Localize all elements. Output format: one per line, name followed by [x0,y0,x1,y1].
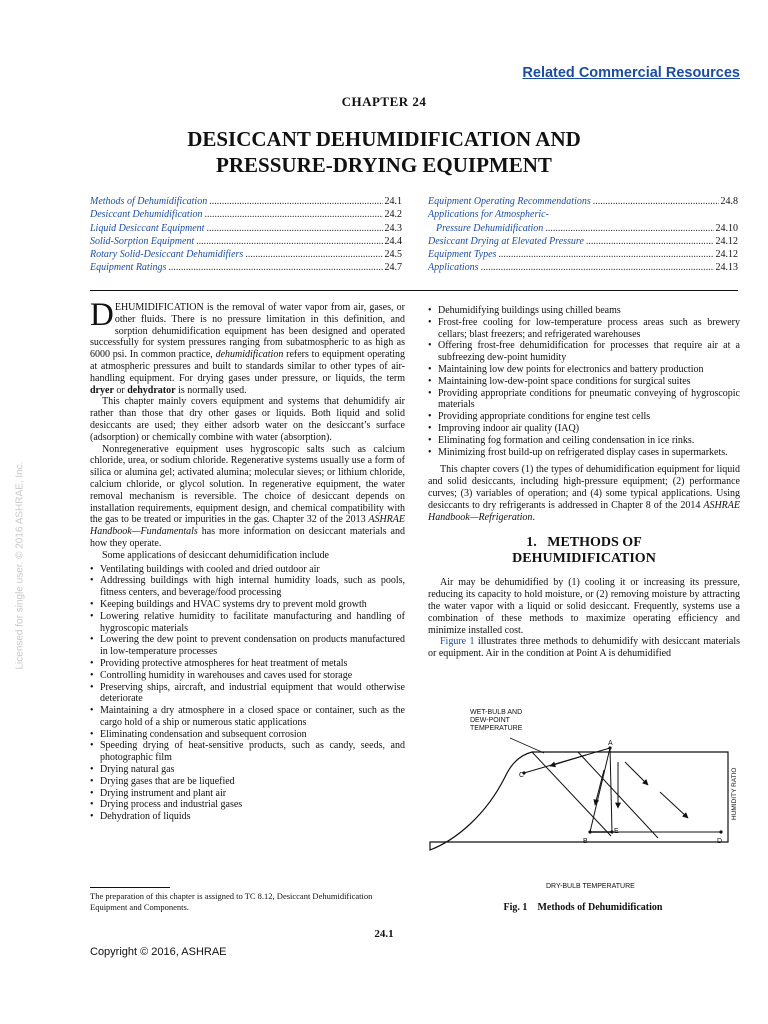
toc-entry-page: 24.13 [715,262,738,274]
list-item: • Lowering relative humidity to facilitate manufacturing and handling of hygroscopic materials [90,611,405,635]
toc-entry-page: 24.1 [384,196,402,207]
toc-entry[interactable] [90,195,402,208]
toc-entry-label[interactable]: Applications [428,262,479,274]
header-divider [90,290,738,291]
list-item: • Dehumidifying buildings using chilled beams [428,305,740,317]
toc-entry-page: 24.4 [384,235,402,247]
chapter-title [0,126,768,178]
toc-entry[interactable] [428,195,738,208]
figure-link[interactable]: Figure 1 [440,636,475,648]
list-item: • Providing protective atmospheres for heat treatment of metals [90,658,405,670]
applications-list-continued [428,305,740,458]
toc-entry[interactable] [428,248,738,261]
right-column [428,305,740,660]
figure-caption: Fig. 1 Methods of Dehumidification [503,902,663,913]
toc-entry[interactable] [90,222,402,235]
toc-entry[interactable] [90,235,402,248]
toc-entry-page: 24.3 [384,222,402,234]
process-line-a-b [590,748,610,832]
wet-bulb-leader-line [510,738,544,753]
list-item: • Drying instrument and plant air [90,788,405,800]
list-item: • Maintaining low dew points for electronics and battery production [428,364,740,376]
list-item: • Drying process and industrial gases [90,799,405,811]
license-watermark: Licensed for single user. © 2016 ASHRAE, Inc. [14,461,26,670]
toc-entry-label[interactable]: Equipment Types [428,249,497,261]
toc-entry[interactable] [90,208,402,221]
body-paragraph: This chapter covers (1) the types of dehumidification equipment for liquid and solid desiccants, including high-pressure equipment; (2) performance curves; (3) variables of operation; and (4) some typical applications. Using desiccants to dry refrigerants is addressed in Chapter 8 of the 2014 ASHRAE Handbook—Refrigeration. [428,464,740,523]
label-point-b: B [583,838,588,845]
toc-right [428,195,738,275]
list-item: • Maintaining low-dew-point space conditions for surgical suites [428,376,740,388]
x-axis-label: DRY-BULB TEMPERATURE [546,883,635,890]
chapter-number: CHAPTER 24 [341,94,427,109]
list-item: • Controlling humidity in warehouses and caves used for storage [90,670,405,682]
toc-entry-page: 24.7 [384,262,402,274]
toc-entry-page: 24.5 [384,249,402,261]
label-point-c: C [519,772,525,779]
list-item: • Frost-free cooling for low-temperature process areas such as brewery cellars; blast freezers; and refrigerated warehouses [428,317,740,341]
applications-list [90,564,405,824]
saturation-curve [430,752,728,850]
y-axis-label: HUMIDITY RATIO [731,767,738,820]
list-item: • Eliminating condensation and subsequent corrosion [90,729,405,741]
list-item: • Eliminating fog formation and ceiling condensation in ice rinks. [428,435,740,447]
toc-entry-label[interactable]: Rotary Solid-Desiccant Dehumidifiers [90,249,244,261]
list-item: • Drying natural gas [90,764,405,776]
list-item: • Drying gases that are be liquefied [90,776,405,788]
toc-entry[interactable] [428,222,738,235]
list-item: • Providing appropriate conditions for engine test cells [428,411,740,423]
toc-entry[interactable] [90,248,402,261]
arrow [625,762,648,785]
toc-entry-label[interactable]: Desiccant Dehumidification [90,209,203,221]
section-heading [428,535,740,567]
toc-entry-label[interactable]: Pressure Dehumidification [436,222,544,234]
toc-entry-page: 24.12 [715,249,738,261]
footnote: The preparation of this chapter is assigned to TC 8.12, Desiccant Dehumidification Equipment and Components. [90,891,373,912]
body-paragraph: Figure 1 illustrates three methods to dehumidify with desiccant materials or equipment. Air in the condition at Point A is dehumidified [428,636,740,660]
toc-left [90,195,402,275]
list-item: • Minimizing frost build-up on refrigerated display cases in supermarkets. [428,447,740,459]
toc-entry-label[interactable]: Equipment Operating Recommendations [428,196,591,207]
toc-entry-page: 24.10 [715,222,738,234]
process-line-a-e [610,748,612,832]
body-paragraph: Nonregenerative equipment uses hygroscopic salts such as calcium chloride, urea, or sodium chloride. Regenerative systems usually use a form of silica or alumina gel; activated alumina; molecular sieves; or lithium chloride, calcium chloride, or glycol solution. In regenerative equipment, the water removal mechanism is reversible. The choice of desiccant depends on installation requirements, equipment design, and chemical compatibility with the gas to be treated or impurities in the gas. Chapter 32 of the 2013 ASHRAE Handbook—Fundamentals has more information on desiccant materials and how they operate. [90,443,405,549]
label-wet-bulb: WET-BULB AND [470,709,523,716]
toc-entry-label[interactable]: Applications for Atmospheric- [428,209,549,221]
arrow [550,755,586,766]
label-point-e: E [614,828,619,835]
body-paragraph: Some applications of desiccant dehumidification include [102,549,329,561]
toc-entry-label[interactable]: Desiccant Drying at Elevated Pressure [428,235,584,247]
list-item: • Offering frost-free dehumidification for processes that require air at a subfreezing dew-point humidity [428,340,740,364]
list-item: • Dehydration of liquids [90,811,405,823]
drop-cap: D [90,297,114,333]
list-item: • Keeping buildings and HVAC systems dry to prevent mold growth [90,599,405,611]
footnote-divider [90,887,170,888]
toc-entry[interactable] [428,261,738,274]
point-b [588,830,591,833]
toc-entry-label[interactable]: Methods of Dehumidification [90,196,208,207]
label-point-d: D [717,838,723,845]
title-line-1: DESICCANT DEHUMIDIFICATION AND [187,127,581,151]
related-resources-link[interactable]: Related Commercial Resources [522,65,740,81]
toc-entry[interactable] [90,261,402,274]
section-number: 1. [526,535,537,551]
list-item: • Addressing buildings with high internal humidity loads, such as pools, fitness centers, and beverage/food processing [90,575,405,599]
list-item: • Lowering the dew point to prevent condensation on products manufactured in low-temperature processes [90,634,405,658]
page-number: 24.1 [374,928,394,940]
label-dew-point: DEW-POINT [470,717,510,724]
point-d [719,830,722,833]
toc-entry-label[interactable]: Solid-Sorption Equipment [90,235,195,247]
body-paragraph: This chapter mainly covers equipment and systems that dehumidify air rather than those that dry other gases or liquids. Both liquid and solid desiccants are used; they either adsorb water on the desiccant’s surface (adsorption) or chemically combine with water (absorption). [90,396,405,443]
toc-entry-page: 24.8 [720,196,738,207]
section-title: METHODS OF [547,535,642,551]
title-line-2: PRESSURE-DRYING EQUIPMENT [216,153,552,177]
list-item: • Maintaining a dry atmosphere in a closed space or container, such as the cargo hold of a ship or numerous static applications [90,705,405,729]
label-point-a: A [608,740,613,747]
list-item: • Ventilating buildings with cooled and dried outdoor air [90,564,405,576]
figure-1-chart [428,700,738,895]
section-title: DEHUMIDIFICATION [512,551,656,567]
list-item: • Speeding drying of heat-sensitive products, such as candy, seeds, and photographic film [90,740,405,764]
list-item: • Providing appropriate conditions for pneumatic conveying of hygroscopic materials [428,388,740,412]
toc-entry[interactable] [428,235,738,248]
toc-entry-label[interactable]: Liquid Desiccant Equipment [90,222,205,234]
left-column [90,297,405,823]
body-paragraph: Air may be dehumidified by (1) cooling it or increasing its pressure, reducing its capacity to hold moisture, or (2) removing moisture by attracting the water vapor with a liquid or solid desiccant. Frequently, systems use a combination of these methods to maximize operating efficiency and minimize installed cost. [428,577,740,636]
toc-entry-label[interactable]: Equipment Ratings [90,262,167,274]
list-item: • Preserving ships, aircraft, and industrial equipment that would otherwise deteriorate [90,682,405,706]
copyright-notice: Copyright © 2016, ASHRAE [90,946,227,958]
label-temperature: TEMPERATURE [470,725,523,732]
intro-paragraph: DEHUMIDIFICATION is the removal of water vapor from air, gases, or other fluids. There is no pressure limitation in this definition, and sorption dehumidification equipment has been designed and operated successfully for system pressures ranging from subatmospheric to as high as 6000 psi. In common practice, dehumidification refers to equipment operating at atmospheric pressures and built to standards similar to other types of air-handling equipment. For drying gases under pressure, or liquids, the term dryer or dehydrator is normally used. [90,297,405,396]
arrow [660,792,688,818]
toc-entry-page: 24.12 [715,235,738,247]
toc-entry-page: 24.2 [384,209,402,221]
list-item: • Improving indoor air quality (IAQ) [428,423,740,435]
